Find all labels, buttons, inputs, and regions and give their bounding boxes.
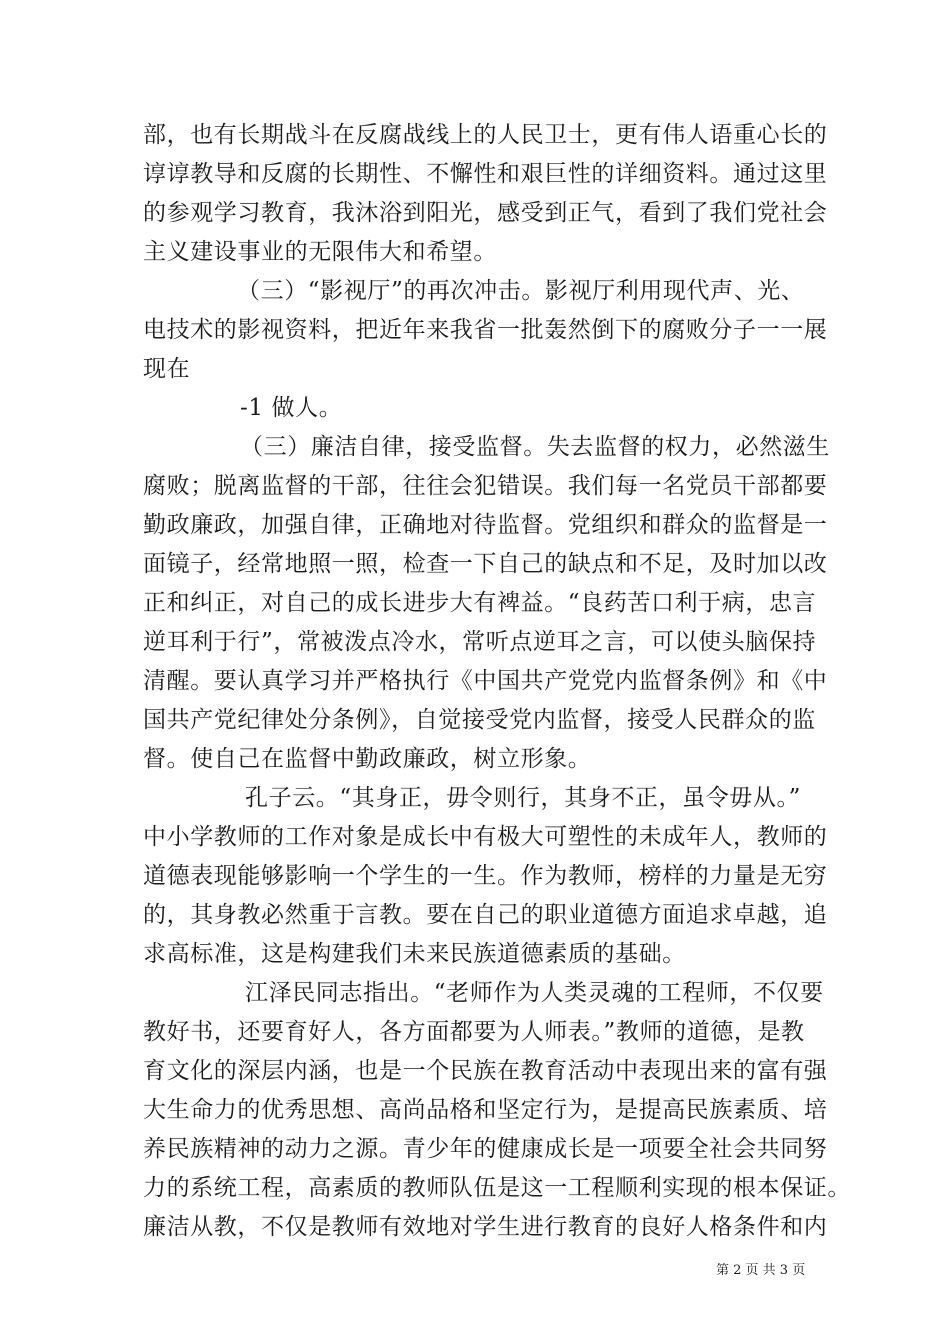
text-line: 力的系统工程，高素质的教师队伍是这一工程顺利实现的根本保证。 (143, 1175, 851, 1201)
text-line: 孔子云。“其身正，毋令则行，其身不正，虽令毋从。” (245, 785, 802, 811)
text-line: 现在 (143, 356, 191, 382)
text-line: 中小学教师的工作对象是成长中有极大可塑性的未成年人，教师的 (143, 824, 828, 850)
text-line: 主义建设事业的无限伟大和希望。 (143, 239, 497, 265)
text-line: 的参观学习教育，我沐浴到阳光，感受到正气，看到了我们党社会 (143, 200, 828, 226)
text-line: 育文化的深层内涵，也是一个民族在教育活动中表现出来的富有强 (143, 1058, 828, 1084)
text-line: -1 做人。 (240, 395, 343, 421)
text-line: 的，其身教必然重于言教。要在自己的职业道德方面追求卓越，追 (143, 902, 828, 928)
text-line: 养民族精神的动力之源。青少年的健康成长是一项要全社会共同努 (143, 1136, 828, 1162)
text-line: 逆耳利于行”，常被泼点冷水，常听点逆耳之言，可以使头脑保持 (143, 629, 817, 655)
text-line: 廉洁从教，不仅是教师有效地对学生进行教育的良好人格条件和内 (143, 1214, 828, 1240)
text-line: 江泽民同志指出。“老师作为人类灵魂的工程师，不仅要 (245, 980, 824, 1006)
text-line: 国共产党纪律处分条例》，自觉接受党内监督，接受人民群众的监 (143, 707, 816, 733)
text-line: 腐败；脱离监督的干部，往往会犯错误。我们每一名党员干部都要 (143, 473, 828, 499)
text-line: 清醒。要认真学习并严格执行《中国共产党党内监督条例》和《中 (143, 668, 828, 694)
text-line: 勤政廉政，加强自律，正确地对待监督。党组织和群众的监督是一 (143, 512, 828, 538)
text-line: 面镜子，经常地照一照，检查一下自己的缺点和不足，及时加以改 (143, 551, 828, 577)
text-line: 道德表现能够影响一个学生的一生。作为教师，榜样的力量是无穷 (143, 863, 828, 889)
text-line: 教好书，还要育好人，各方面都要为人师表。”教师的道德，是教 (143, 1019, 805, 1045)
text-line: 求高标准，这是构建我们未来民族道德素质的基础。 (143, 941, 686, 967)
text-line: （三）廉洁自律，接受监督。失去监督的权力，必然滋生 (240, 434, 830, 460)
text-line: 谆谆教导和反腐的长期性、不懈性和艰巨性的详细资料。通过这里 (143, 161, 828, 187)
text-line: 督。使自己在监督中勤政廉政，树立形象。 (143, 746, 592, 772)
page-number-footer: 第 2 页 共 3 页 (716, 1263, 806, 1278)
text-line: （三）“影视厅”的再次冲击。影视厅利用现代声、光、 (237, 278, 805, 304)
text-line: 正和纠正，对自己的成长进步大有裨益。“良药苦口利于病，忠言 (143, 590, 817, 616)
text-line: 部，也有长期战斗在反腐战线上的人民卫士，更有伟人语重心长的 (143, 122, 828, 148)
text-line: 电技术的影视资料，把近年来我省一批轰然倒下的腐败分子一一展 (143, 317, 828, 343)
text-line: 大生命力的优秀思想、高尚品格和坚定行为，是提高民族素质、培 (143, 1097, 828, 1123)
